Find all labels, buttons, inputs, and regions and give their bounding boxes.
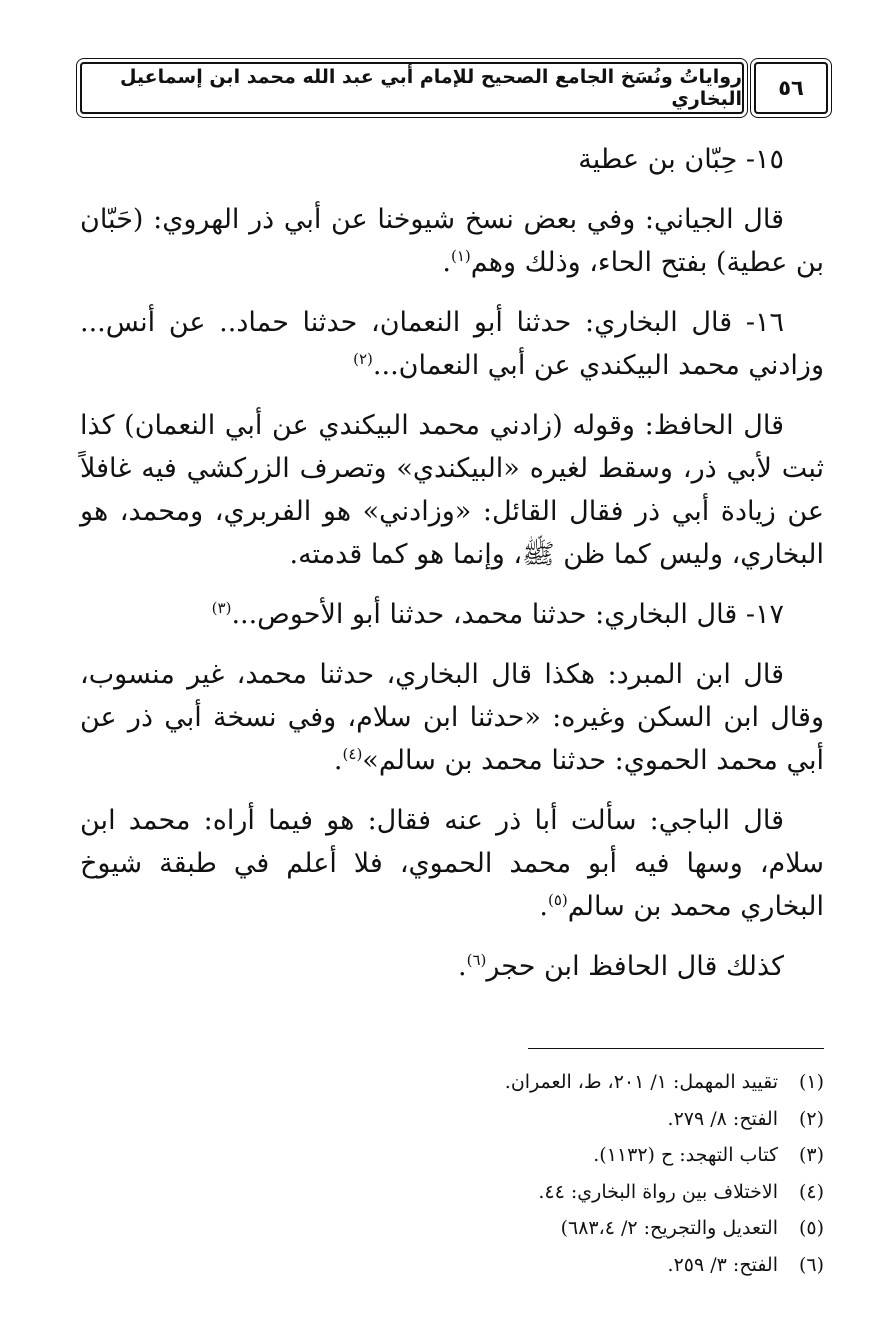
footnote-item	[124, 1247, 824, 1284]
main-text	[80, 138, 824, 1005]
footnote-text: تقييد المهمل: ١/ ٢٠١، ط، العمران.	[504, 1071, 778, 1093]
footnote-ref-2[interactable]: (٢)	[353, 350, 373, 368]
footnotes	[124, 1064, 824, 1283]
entry-heading-15: ١٥- حِبّان بن عطية	[578, 144, 784, 175]
footnote-item	[124, 1101, 824, 1138]
footnote-separator	[528, 1048, 824, 1049]
footnote-text: الفتح: ٨/ ٢٧٩.	[667, 1107, 778, 1130]
footnote-ref-1[interactable]: (١)	[450, 247, 471, 265]
footnote-text: التعديل والتجريح: ٢/ ٦٨٣،٤)	[560, 1217, 778, 1239]
paragraph-ibn-al-mubarrad: قال ابن المبرد: هكذا قال البخاري، حدثنا محمد، غير منسوب، وقال ابن السكن وغيره: «حدثنا ابن سلام، وفي نسخة أبي ذر عن أبي محمد الحموي: حدثنا محمد بن سالم»$^{(٤)}$.	[80, 659, 824, 776]
paragraph-ibn-hajar: كذلك قال الحافظ ابن حجر$^{(٦)}$.	[458, 951, 784, 982]
page-number-frame	[754, 62, 828, 114]
running-header	[80, 62, 828, 116]
paragraph-baji: قال الباجي: سألت أبا ذر عنه فقال: هو فيما أراه: محمد ابن سلام، وسها فيه أبو محمد الحموي، فلا أعلم في طبقة شيوخ البخاري محمد بن سالم$^{(٥)}$.	[80, 805, 824, 922]
footnote-ref-4[interactable]: (٤)	[342, 745, 363, 763]
footnote-number: (٣)	[798, 1144, 824, 1166]
footnote-item	[124, 1210, 824, 1247]
footnote-number: (٤)	[798, 1180, 824, 1203]
footnote-ref-6[interactable]: (٦)	[466, 951, 487, 969]
footnote-item	[124, 1137, 824, 1174]
header-title: رواياتُ ونُسَخ الجامع الصحيح للإمام أبي عبد الله محمد ابن إسماعيل البخاري	[119, 66, 742, 110]
footnote-number: (١)	[798, 1071, 824, 1093]
footnote-item	[124, 1174, 824, 1211]
paragraph-hafiz: قال الحافظ: وقوله (زادني محمد البيكندي عن أبي النعمان) كذا ثبت لأبي ذر، وسقط لغيره «البيكندي» وتصرف الزركشي فيه غافلاً عن زيادة أبي ذر فقال القائل: «وزادني» هو الفربري، ومحمد، هو البخاري، وليس كما ظن ﷺ، وإنما هو كما قدمته.	[80, 410, 824, 570]
entry-17: ١٧- قال البخاري: حدثنا محمد، حدثنا أبو الأحوص...$^{(٣)}$	[211, 599, 784, 630]
footnote-ref-3[interactable]: (٣)	[211, 599, 232, 617]
page-number: ٥٦	[778, 76, 804, 100]
footnote-text: الفتح: ٣/ ٢٥٩.	[667, 1253, 778, 1276]
paragraph-jayyani: قال الجياني: وفي بعض نسخ شيوخنا عن أبي ذر الهروي: (حَبّان بن عطية) بفتح الحاء، وذلك وهم$^{(١)}$.	[80, 204, 824, 278]
entry-16: ١٦- قال البخاري: حدثنا أبو النعمان، حدثنا حماد.. عن أنس... وزادني محمد البيكندي عن أبي النعمان...$^{(٢)}$	[80, 307, 824, 381]
header-title-frame	[80, 62, 744, 114]
footnote-text: كتاب التهجد: ح (١١٣٢).	[593, 1144, 778, 1166]
footnote-number: (٢)	[798, 1107, 824, 1130]
footnote-ref-5[interactable]: (٥)	[547, 891, 568, 909]
footnote-number: (٥)	[798, 1217, 824, 1239]
footnote-text: الاختلاف بين رواة البخاري: ٤٤.	[538, 1180, 778, 1203]
footnote-item	[124, 1064, 824, 1101]
footnote-number: (٦)	[798, 1253, 824, 1276]
